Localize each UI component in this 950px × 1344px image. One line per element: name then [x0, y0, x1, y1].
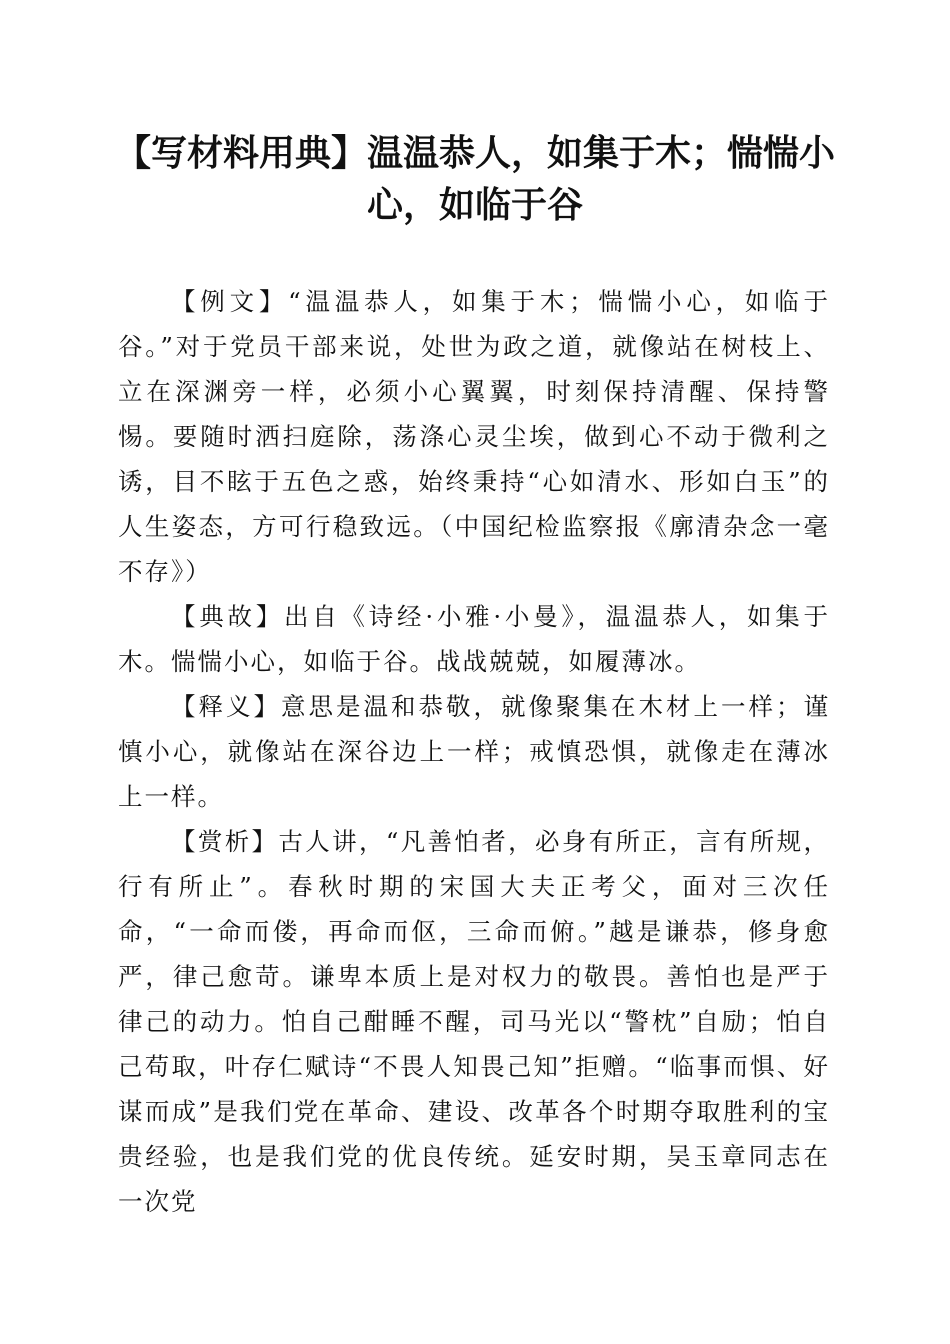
paragraph-appreciation: 【赏析】古人讲，“凡善怕者，必身有所正，言有所规，行有所止”。春秋时期的宋国大夫正考父，面对三次任命，“一命而偻，再命而伛，三命而俯。”越是谦恭，修身愈严，律己愈苛。谦卑本质上是对权力的敬畏。善怕也是严于律己的动力。怕自己酣睡不醒，司马光以“警枕”自励；怕自己苟取，叶存仁赋诗“不畏人知畏己知”拒赠。“临事而惧、好谋而成”是我们党在革命、建设、改革各个时期夺取胜利的宝贵经验，也是我们党的优良传统。延安时期，吴玉章同志在一次党: [118, 827, 830, 1216]
paragraph-meaning: 【释义】意思是温和恭敬，就像聚集在木材上一样；谨慎小心，就像站在深谷边上一样；戒慎恐惧，就像走在薄冰上一样。: [118, 692, 830, 811]
document-body: [118, 279, 830, 1224]
document-title: 【写材料用典】温温恭人，如集于木；惴惴小心，如临于谷: [114, 133, 835, 226]
paragraph-allusion: 【典故】出自《诗经·小雅·小曼》，温温恭人，如集于木。惴惴小心，如临于谷。战战兢兢，如履薄冰。: [118, 602, 830, 676]
paragraph-example: 【例文】“温温恭人，如集于木；惴惴小心，如临于谷。”对于党员干部来说，处世为政之道，就像站在树枝上、立在深渊旁一样，必须小心翼翼，时刻保持清醒、保持警惕。要随时洒扫庭除，荡涤心灵尘埃，做到心不动于微利之诱，目不眩于五色之惑，始终秉持“心如清水、形如白玉”的人生姿态，方可行稳致远。（中国纪检监察报《廓清杂念一毫不存》）: [118, 287, 830, 586]
